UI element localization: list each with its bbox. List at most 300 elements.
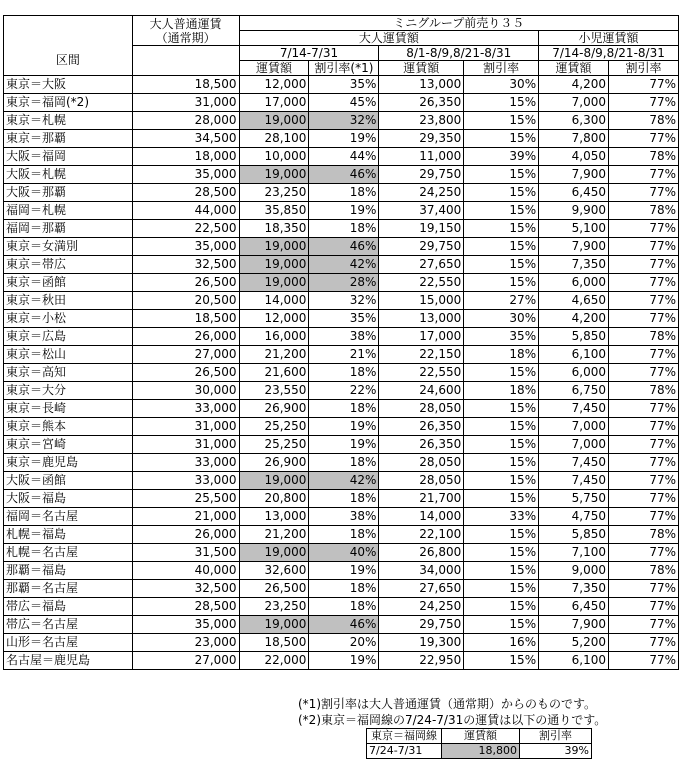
child-rate-cell: 77% (609, 472, 679, 490)
adult-fare-period2-cell: 29,750 (379, 166, 464, 184)
header-fare: 運賃額 (239, 61, 309, 76)
child-rate-cell: 77% (609, 364, 679, 382)
child-rate-cell: 77% (609, 184, 679, 202)
child-rate-cell: 78% (609, 202, 679, 220)
adult-fare-period2-cell: 29,750 (379, 238, 464, 256)
normal-fare-cell: 18,000 (132, 148, 239, 166)
adult-fare-period2-cell: 23,800 (379, 112, 464, 130)
adult-fare-period2-cell: 22,100 (379, 526, 464, 544)
child-fare-cell: 5,100 (539, 220, 609, 238)
header-normal-fare (132, 16, 239, 46)
adult-fare-period2-cell: 27,650 (379, 580, 464, 598)
adult-fare-period2-cell: 26,350 (379, 436, 464, 454)
sub-header-fare: 運賃額 (442, 729, 520, 744)
header-rate-note: 割引率(*1) (309, 61, 379, 76)
adult-rate-period2-cell: 15% (464, 130, 539, 148)
adult-rate-period1-cell: 19% (309, 562, 379, 580)
sub-header-route: 東京＝福岡線 (367, 729, 442, 744)
normal-fare-cell: 35,000 (132, 238, 239, 256)
child-fare-cell: 7,000 (539, 436, 609, 454)
adult-rate-period2-cell: 15% (464, 562, 539, 580)
route-cell: 札幌＝福島 (4, 526, 133, 544)
adult-rate-period1-cell: 46% (309, 166, 379, 184)
table-row (4, 256, 679, 274)
adult-fare-period2-cell: 37,400 (379, 202, 464, 220)
table-row (4, 508, 679, 526)
child-rate-cell: 77% (609, 220, 679, 238)
child-fare-cell: 7,900 (539, 238, 609, 256)
adult-rate-period1-cell: 35% (309, 76, 379, 94)
table-row (4, 454, 679, 472)
child-rate-cell: 77% (609, 652, 679, 670)
child-fare-cell: 6,000 (539, 364, 609, 382)
adult-rate-period1-cell: 19% (309, 652, 379, 670)
adult-fare-period2-cell: 13,000 (379, 76, 464, 94)
adult-rate-period1-cell: 32% (309, 292, 379, 310)
adult-fare-period1-cell: 19,000 (239, 112, 309, 130)
child-rate-cell: 77% (609, 400, 679, 418)
adult-rate-period1-cell: 18% (309, 580, 379, 598)
table-row (4, 616, 679, 634)
child-fare-cell: 6,100 (539, 652, 609, 670)
adult-fare-period2-cell: 24,250 (379, 184, 464, 202)
header-period3: 7/14-8/9,8/21-8/31 (539, 46, 679, 61)
adult-fare-period1-cell: 12,000 (239, 76, 309, 94)
adult-fare-period2-cell: 22,950 (379, 652, 464, 670)
adult-rate-period2-cell: 15% (464, 616, 539, 634)
table-row (4, 94, 679, 112)
normal-fare-cell: 28,500 (132, 184, 239, 202)
adult-rate-period1-cell: 45% (309, 94, 379, 112)
table-row (4, 346, 679, 364)
child-rate-cell: 77% (609, 166, 679, 184)
adult-fare-period1-cell: 32,600 (239, 562, 309, 580)
route-cell: 東京＝函館 (4, 274, 133, 292)
route-cell: 福岡＝那覇 (4, 220, 133, 238)
child-rate-cell: 78% (609, 562, 679, 580)
adult-rate-period1-cell: 44% (309, 148, 379, 166)
child-fare-cell: 7,450 (539, 472, 609, 490)
adult-rate-period2-cell: 15% (464, 94, 539, 112)
normal-fare-cell: 20,500 (132, 292, 239, 310)
adult-rate-period1-cell: 18% (309, 598, 379, 616)
adult-rate-period1-cell: 18% (309, 220, 379, 238)
normal-fare-cell: 40,000 (132, 562, 239, 580)
table-row (4, 328, 679, 346)
child-fare-cell: 7,000 (539, 94, 609, 112)
normal-fare-cell: 32,500 (132, 256, 239, 274)
adult-fare-period1-cell: 23,250 (239, 598, 309, 616)
route-cell: 大阪＝那覇 (4, 184, 133, 202)
child-fare-cell: 4,050 (539, 148, 609, 166)
child-rate-cell: 77% (609, 76, 679, 94)
child-fare-cell: 7,350 (539, 580, 609, 598)
child-rate-cell: 77% (609, 508, 679, 526)
child-rate-cell: 77% (609, 490, 679, 508)
adult-rate-period1-cell: 38% (309, 508, 379, 526)
normal-fare-cell: 26,000 (132, 526, 239, 544)
route-cell: 東京＝宮崎 (4, 436, 133, 454)
adult-fare-period1-cell: 18,350 (239, 220, 309, 238)
adult-rate-period2-cell: 15% (464, 580, 539, 598)
route-cell: 大阪＝札幌 (4, 166, 133, 184)
table-row (4, 472, 679, 490)
child-fare-cell: 5,850 (539, 526, 609, 544)
table-row (4, 418, 679, 436)
adult-rate-period1-cell: 22% (309, 382, 379, 400)
adult-fare-period2-cell: 27,650 (379, 256, 464, 274)
adult-rate-period1-cell: 19% (309, 418, 379, 436)
adult-fare-period2-cell: 29,750 (379, 616, 464, 634)
route-cell: 東京＝長崎 (4, 400, 133, 418)
adult-rate-period2-cell: 35% (464, 328, 539, 346)
child-fare-cell: 7,000 (539, 418, 609, 436)
header-fare: 運賃額 (539, 61, 609, 76)
adult-fare-period2-cell: 24,250 (379, 598, 464, 616)
header-adult: 大人運賃額 (239, 31, 539, 46)
route-cell: 那覇＝名古屋 (4, 580, 133, 598)
adult-rate-period2-cell: 15% (464, 598, 539, 616)
child-rate-cell: 78% (609, 382, 679, 400)
table-row (4, 490, 679, 508)
adult-fare-period1-cell: 19,000 (239, 238, 309, 256)
adult-fare-period2-cell: 17,000 (379, 328, 464, 346)
adult-rate-period2-cell: 30% (464, 76, 539, 94)
table-row (4, 292, 679, 310)
normal-fare-cell: 44,000 (132, 202, 239, 220)
route-cell: 東京＝那覇 (4, 130, 133, 148)
normal-fare-cell: 27,000 (132, 652, 239, 670)
adult-fare-period2-cell: 14,000 (379, 508, 464, 526)
adult-rate-period1-cell: 18% (309, 454, 379, 472)
table-row (4, 184, 679, 202)
child-rate-cell: 77% (609, 346, 679, 364)
normal-fare-cell: 31,500 (132, 544, 239, 562)
note-1: (*1)割引率は大人普通運賃（通常期）からのものです。 (298, 697, 597, 711)
normal-fare-cell: 22,500 (132, 220, 239, 238)
normal-fare-cell: 27,000 (132, 346, 239, 364)
normal-fare-cell: 35,000 (132, 166, 239, 184)
route-cell: 東京＝福岡(*2) (4, 94, 133, 112)
normal-fare-cell: 23,000 (132, 634, 239, 652)
normal-fare-cell: 31,000 (132, 418, 239, 436)
child-fare-cell: 7,350 (539, 256, 609, 274)
adult-fare-period2-cell: 21,700 (379, 490, 464, 508)
adult-fare-period2-cell: 28,050 (379, 472, 464, 490)
adult-fare-period2-cell: 19,300 (379, 634, 464, 652)
route-cell: 大阪＝福島 (4, 490, 133, 508)
child-fare-cell: 5,200 (539, 634, 609, 652)
adult-fare-period2-cell: 28,050 (379, 454, 464, 472)
header-period2: 8/1-8/9,8/21-8/31 (379, 46, 539, 61)
route-cell: 帯広＝福島 (4, 598, 133, 616)
adult-rate-period2-cell: 15% (464, 364, 539, 382)
child-fare-cell: 5,850 (539, 328, 609, 346)
sub-fare: 18,800 (442, 744, 520, 759)
child-rate-cell: 77% (609, 454, 679, 472)
child-rate-cell: 77% (609, 580, 679, 598)
adult-fare-period1-cell: 21,200 (239, 346, 309, 364)
adult-fare-period1-cell: 14,000 (239, 292, 309, 310)
route-cell: 札幌＝名古屋 (4, 544, 133, 562)
adult-rate-period2-cell: 15% (464, 436, 539, 454)
route-cell: 名古屋＝鹿児島 (4, 652, 133, 670)
child-fare-cell: 6,000 (539, 274, 609, 292)
adult-rate-period2-cell: 15% (464, 202, 539, 220)
normal-fare-cell: 33,000 (132, 400, 239, 418)
adult-rate-period1-cell: 18% (309, 490, 379, 508)
table-row (4, 598, 679, 616)
normal-fare-cell: 32,500 (132, 580, 239, 598)
child-rate-cell: 77% (609, 598, 679, 616)
adult-fare-period1-cell: 19,000 (239, 616, 309, 634)
adult-fare-period1-cell: 12,000 (239, 310, 309, 328)
child-fare-cell: 7,800 (539, 130, 609, 148)
adult-rate-period1-cell: 18% (309, 364, 379, 382)
adult-rate-period1-cell: 19% (309, 130, 379, 148)
adult-fare-period1-cell: 21,600 (239, 364, 309, 382)
table-row (4, 148, 679, 166)
route-cell: 東京＝女満別 (4, 238, 133, 256)
adult-rate-period2-cell: 15% (464, 472, 539, 490)
adult-fare-period2-cell: 26,350 (379, 94, 464, 112)
adult-fare-period1-cell: 19,000 (239, 472, 309, 490)
table-row (4, 310, 679, 328)
route-cell: 東京＝大阪 (4, 76, 133, 94)
adult-rate-period2-cell: 15% (464, 184, 539, 202)
adult-rate-period2-cell: 15% (464, 256, 539, 274)
table-row (4, 400, 679, 418)
header-rate: 割引率 (609, 61, 679, 76)
adult-fare-period1-cell: 16,000 (239, 328, 309, 346)
table-row (4, 166, 679, 184)
normal-fare-cell: 26,500 (132, 274, 239, 292)
adult-rate-period2-cell: 15% (464, 220, 539, 238)
adult-fare-period1-cell: 22,000 (239, 652, 309, 670)
header-normal-blank (132, 46, 239, 76)
table-row (4, 364, 679, 382)
adult-rate-period2-cell: 15% (464, 274, 539, 292)
fare-table (3, 15, 679, 670)
child-fare-cell: 7,900 (539, 166, 609, 184)
table-row (4, 544, 679, 562)
normal-fare-cell: 31,000 (132, 436, 239, 454)
adult-fare-period2-cell: 22,150 (379, 346, 464, 364)
adult-fare-period1-cell: 21,200 (239, 526, 309, 544)
route-cell: 東京＝鹿児島 (4, 454, 133, 472)
child-fare-cell: 6,450 (539, 184, 609, 202)
route-cell: 山形＝名古屋 (4, 634, 133, 652)
child-rate-cell: 77% (609, 274, 679, 292)
adult-rate-period2-cell: 15% (464, 400, 539, 418)
adult-rate-period1-cell: 42% (309, 472, 379, 490)
route-cell: 大阪＝函館 (4, 472, 133, 490)
adult-fare-period1-cell: 28,100 (239, 130, 309, 148)
normal-fare-cell: 28,000 (132, 112, 239, 130)
adult-fare-period1-cell: 25,250 (239, 436, 309, 454)
header-normal-fare-line1: 大人普通運賃 (149, 16, 222, 31)
route-cell: 東京＝大分 (4, 382, 133, 400)
child-fare-cell: 5,750 (539, 490, 609, 508)
normal-fare-cell: 35,000 (132, 616, 239, 634)
adult-rate-period1-cell: 28% (309, 274, 379, 292)
child-fare-cell: 4,200 (539, 310, 609, 328)
header-fare: 運賃額 (379, 61, 464, 76)
adult-fare-period1-cell: 26,900 (239, 454, 309, 472)
child-fare-cell: 6,300 (539, 112, 609, 130)
adult-fare-period2-cell: 13,000 (379, 310, 464, 328)
adult-fare-period1-cell: 13,000 (239, 508, 309, 526)
route-cell: 東京＝帯広 (4, 256, 133, 274)
child-rate-cell: 77% (609, 436, 679, 454)
adult-rate-period1-cell: 21% (309, 346, 379, 364)
table-row (4, 436, 679, 454)
adult-rate-period1-cell: 18% (309, 184, 379, 202)
adult-fare-period2-cell: 26,800 (379, 544, 464, 562)
table-row (4, 274, 679, 292)
child-rate-cell: 77% (609, 544, 679, 562)
adult-rate-period2-cell: 15% (464, 112, 539, 130)
adult-rate-period1-cell: 38% (309, 328, 379, 346)
table-row (4, 76, 679, 94)
child-fare-cell: 7,900 (539, 616, 609, 634)
adult-fare-period2-cell: 11,000 (379, 148, 464, 166)
table-row (4, 220, 679, 238)
child-rate-cell: 78% (609, 526, 679, 544)
adult-fare-period1-cell: 25,250 (239, 418, 309, 436)
route-cell: 東京＝高知 (4, 364, 133, 382)
route-cell: 東京＝小松 (4, 310, 133, 328)
adult-rate-period1-cell: 19% (309, 436, 379, 454)
table-row (4, 382, 679, 400)
adult-fare-period1-cell: 19,000 (239, 166, 309, 184)
adult-rate-period2-cell: 33% (464, 508, 539, 526)
child-fare-cell: 4,650 (539, 292, 609, 310)
adult-rate-period1-cell: 18% (309, 526, 379, 544)
child-rate-cell: 77% (609, 310, 679, 328)
route-cell: 東京＝札幌 (4, 112, 133, 130)
adult-rate-period1-cell: 35% (309, 310, 379, 328)
table-row (4, 634, 679, 652)
route-cell: 東京＝熊本 (4, 418, 133, 436)
child-fare-cell: 6,100 (539, 346, 609, 364)
adult-rate-period2-cell: 15% (464, 526, 539, 544)
adult-fare-period2-cell: 22,550 (379, 274, 464, 292)
adult-rate-period2-cell: 15% (464, 238, 539, 256)
route-cell: 大阪＝福岡 (4, 148, 133, 166)
normal-fare-cell: 26,000 (132, 328, 239, 346)
adult-fare-period2-cell: 26,350 (379, 418, 464, 436)
adult-fare-period1-cell: 26,900 (239, 400, 309, 418)
header-period1: 7/14-7/31 (239, 46, 379, 61)
adult-fare-period1-cell: 19,000 (239, 544, 309, 562)
normal-fare-cell: 34,500 (132, 130, 239, 148)
adult-fare-period2-cell: 22,550 (379, 364, 464, 382)
adult-fare-period1-cell: 18,500 (239, 634, 309, 652)
adult-rate-period2-cell: 15% (464, 652, 539, 670)
child-rate-cell: 78% (609, 328, 679, 346)
child-fare-cell: 7,100 (539, 544, 609, 562)
table-row (4, 112, 679, 130)
adult-rate-period2-cell: 15% (464, 166, 539, 184)
child-fare-cell: 6,750 (539, 382, 609, 400)
normal-fare-cell: 25,500 (132, 490, 239, 508)
child-fare-cell: 9,000 (539, 562, 609, 580)
adult-rate-period2-cell: 27% (464, 292, 539, 310)
child-rate-cell: 78% (609, 148, 679, 166)
child-fare-cell: 9,900 (539, 202, 609, 220)
adult-rate-period2-cell: 15% (464, 454, 539, 472)
adult-rate-period2-cell: 15% (464, 418, 539, 436)
note-2: (*2)東京＝福岡線の7/24-7/31の運賃は以下の通りです。 (298, 713, 607, 727)
adult-fare-period1-cell: 23,550 (239, 382, 309, 400)
child-rate-cell: 77% (609, 238, 679, 256)
adult-fare-period2-cell: 24,600 (379, 382, 464, 400)
adult-fare-period1-cell: 26,500 (239, 580, 309, 598)
normal-fare-cell: 31,000 (132, 94, 239, 112)
fare-table-body (4, 76, 679, 670)
adult-fare-period1-cell: 10,000 (239, 148, 309, 166)
normal-fare-cell: 26,500 (132, 364, 239, 382)
adult-rate-period2-cell: 15% (464, 544, 539, 562)
adult-rate-period1-cell: 40% (309, 544, 379, 562)
adult-fare-period2-cell: 29,350 (379, 130, 464, 148)
table-row (4, 652, 679, 670)
route-cell: 福岡＝名古屋 (4, 508, 133, 526)
route-cell: 東京＝広島 (4, 328, 133, 346)
table-row (4, 562, 679, 580)
route-cell: 福岡＝札幌 (4, 202, 133, 220)
adult-fare-period1-cell: 19,000 (239, 256, 309, 274)
child-rate-cell: 77% (609, 634, 679, 652)
adult-fare-period2-cell: 34,000 (379, 562, 464, 580)
normal-fare-cell: 28,500 (132, 598, 239, 616)
adult-rate-period2-cell: 16% (464, 634, 539, 652)
table-row (4, 526, 679, 544)
adult-fare-period2-cell: 28,050 (379, 400, 464, 418)
adult-rate-period1-cell: 42% (309, 256, 379, 274)
adult-rate-period2-cell: 39% (464, 148, 539, 166)
child-rate-cell: 77% (609, 130, 679, 148)
adult-rate-period1-cell: 19% (309, 202, 379, 220)
child-fare-cell: 7,450 (539, 400, 609, 418)
adult-fare-period2-cell: 19,150 (379, 220, 464, 238)
header-section: 区間 (4, 16, 133, 76)
sub-rate: 39% (520, 744, 592, 759)
header-rate: 割引率 (464, 61, 539, 76)
normal-fare-cell: 30,000 (132, 382, 239, 400)
child-fare-cell: 6,450 (539, 598, 609, 616)
route-cell: 東京＝松山 (4, 346, 133, 364)
normal-fare-cell: 18,500 (132, 310, 239, 328)
sub-header-rate: 割引率 (520, 729, 592, 744)
header-normal-fare-line2: （通常期） (155, 30, 216, 45)
adult-rate-period1-cell: 18% (309, 400, 379, 418)
child-rate-cell: 77% (609, 616, 679, 634)
normal-fare-cell: 33,000 (132, 472, 239, 490)
normal-fare-cell: 33,000 (132, 454, 239, 472)
adult-fare-period1-cell: 20,800 (239, 490, 309, 508)
table-row (4, 238, 679, 256)
sub-period: 7/24-7/31 (367, 744, 442, 759)
child-rate-cell: 77% (609, 94, 679, 112)
adult-rate-period2-cell: 30% (464, 310, 539, 328)
table-row (4, 202, 679, 220)
header-group: ミニグループ前売り３５ (239, 16, 678, 31)
notes (298, 696, 606, 728)
adult-rate-period2-cell: 18% (464, 382, 539, 400)
child-rate-cell: 77% (609, 256, 679, 274)
